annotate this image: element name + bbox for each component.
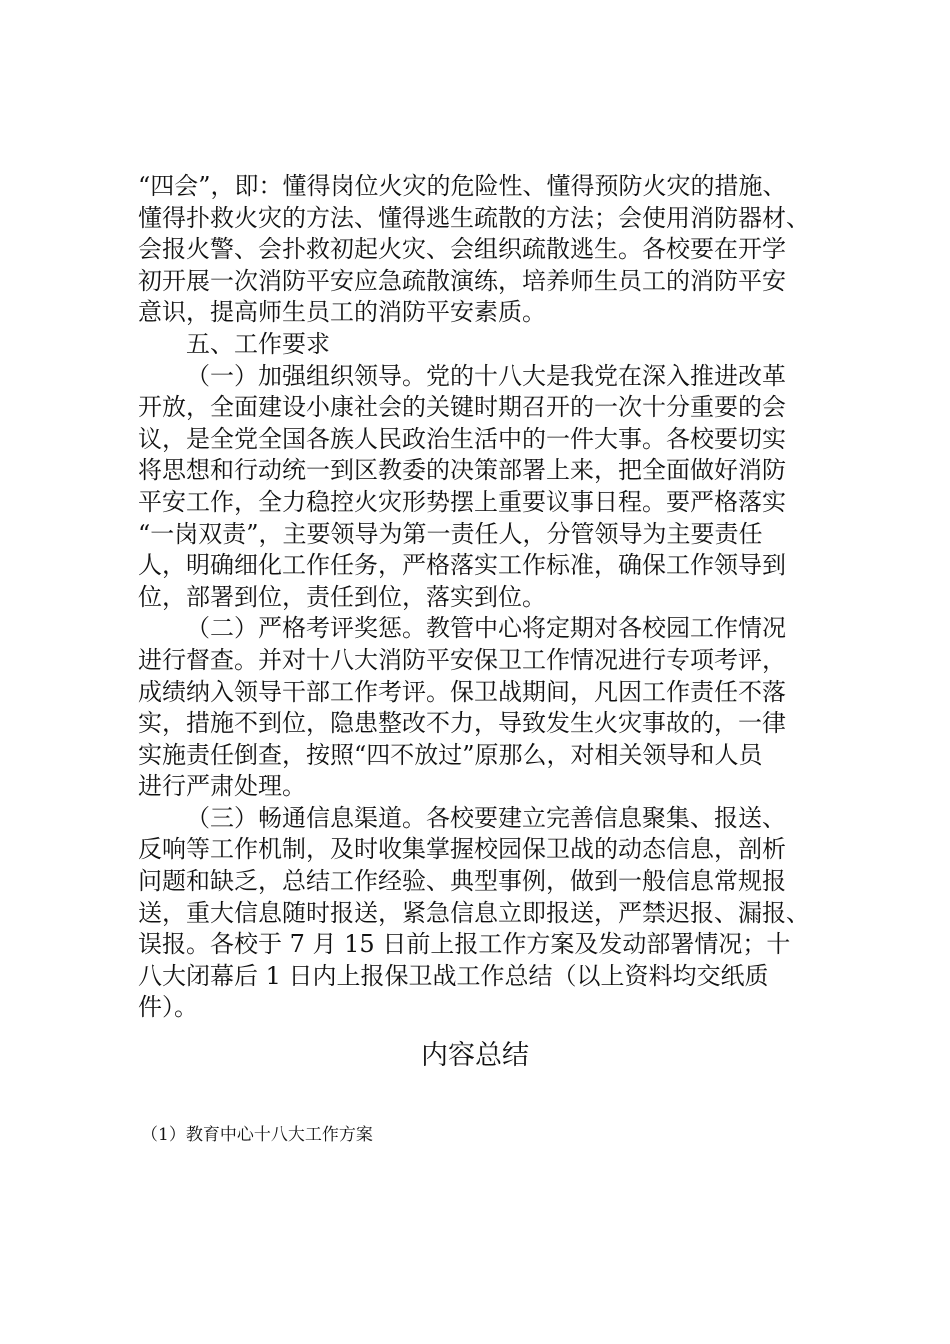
paragraph-line: 初开展一次消防平安应急疏散演练，培养师生员工的消防平安: [138, 266, 786, 295]
paragraph-line: （一）加强组织领导。党的十八大是我党在深入推进改革: [186, 361, 786, 390]
paragraph-line: 进行严肃处理。: [138, 772, 306, 801]
paragraph-line: 进行督查。并对十八大消防平安保卫工作情况进行专项考评，: [138, 645, 786, 674]
paragraph-line: “一岗双责”，主要领导为第一责任人，分管领导为主要责任: [138, 519, 763, 548]
paragraph-line: 八大闭幕后 1 日内上报保卫战工作总结（以上资料均交纸质: [138, 961, 769, 990]
document-body: [138, 171, 828, 1024]
paragraph-line: 问题和缺乏，总结工作经验、典型事例，做到一般信息常规报: [138, 867, 786, 896]
summary-item: （1）教育中心十八大工作方案: [141, 1125, 373, 1145]
paragraph-line: 实，措施不到位，隐患整改不力，导致发生火灾事故的，一律: [138, 709, 786, 738]
paragraph-line: 将思想和行动统一到区教委的决策部署上来，把全面做好消防: [138, 456, 786, 485]
paragraph-line: 误报。各校于 7 月 15 日前上报工作方案及发动部署情况；十: [138, 930, 791, 959]
paragraph-line: 人，明确细化工作任务，严格落实工作标准，确保工作领导到: [138, 551, 786, 580]
paragraph-line: 平安工作，全力稳控火灾形势摆上重要议事日程。要严格落实: [138, 487, 786, 516]
summary-title: 内容总结: [421, 1040, 529, 1071]
paragraph-line: 会报火警、会扑救初起火灾、会组织疏散逃生。各校要在开学: [138, 235, 786, 264]
paragraph-line: 懂得扑救火灾的方法、懂得逃生疏散的方法；会使用消防器材、: [138, 203, 810, 232]
paragraph-line: 开放，全面建设小康社会的关键时期召开的一次十分重要的会: [138, 393, 786, 422]
paragraph-line: （二）严格考评奖惩。教管中心将定期对各校园工作情况: [186, 614, 786, 643]
paragraph-line: 成绩纳入领导干部工作考评。保卫战期间，凡因工作责任不落: [138, 677, 786, 706]
paragraph-line: “四会”，即：懂得岗位火灾的危险性、懂得预防火灾的措施、: [138, 172, 787, 200]
paragraph-line: （三）畅通信息渠道。各校要建立完善信息聚集、报送、: [186, 803, 786, 832]
paragraph-line: 位，部署到位，责任到位，落实到位。: [138, 582, 546, 611]
paragraph-line: 送，重大信息随时报送，紧急信息立即报送，严禁迟报、漏报、: [138, 898, 810, 927]
paragraph-line: 五、工作要求: [186, 329, 330, 358]
paragraph-line: 议，是全党全国各族人民政治生活中的一件大事。各校要切实: [138, 424, 786, 453]
paragraph-line: 件）。: [138, 993, 198, 1022]
paragraph-line: 意识，提高师生员工的消防平安素质。: [138, 298, 546, 327]
paragraph-line: 反响等工作机制，及时收集掌握校园保卫战的动态信息，剖析: [138, 835, 786, 864]
paragraph-line: 实施责任倒查，按照“四不放过”原那么，对相关领导和人员: [138, 740, 763, 769]
